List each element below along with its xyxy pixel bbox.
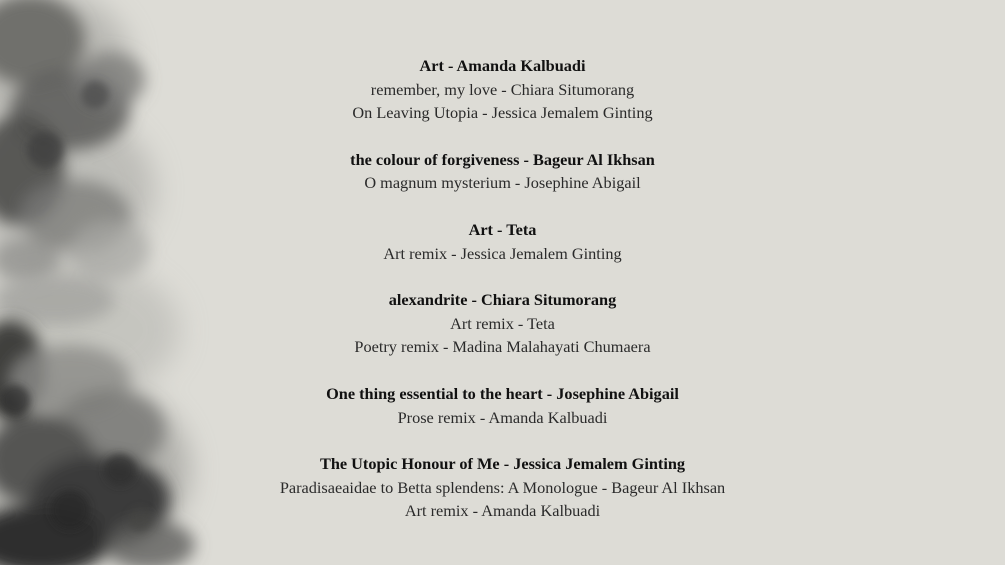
group-title: the colour of forgiveness - Bageur Al Ikhsan xyxy=(350,149,655,169)
group-item: On Leaving Utopia - Jessica Jemalem Ginting xyxy=(352,103,653,123)
credits-list xyxy=(190,54,815,546)
group-title: alexandrite - Chiara Situmorang xyxy=(388,290,617,310)
group-title: Art - Teta xyxy=(468,219,537,239)
credit-group xyxy=(190,218,815,265)
credit-group xyxy=(190,288,815,359)
credit-group xyxy=(190,382,815,429)
credit-group xyxy=(190,148,815,195)
group-item: Paradisaeaidae to Betta splendens: A Monologue - Bageur Al Ikhsan xyxy=(279,477,726,497)
group-item: Art remix - Amanda Kalbuadi xyxy=(404,501,601,521)
group-item: Poetry remix - Madina Malahayati Chumaera xyxy=(354,337,651,357)
group-item: O magnum mysterium - Josephine Abigail xyxy=(364,173,641,193)
group-title: One thing essential to the heart - Josephine Abigail xyxy=(326,383,679,403)
group-item: Art remix - Teta xyxy=(450,313,555,333)
credit-group xyxy=(190,54,815,125)
credit-group xyxy=(190,452,815,523)
group-item: remember, my love - Chiara Situmorang xyxy=(370,79,635,99)
group-title: The Utopic Honour of Me - Jessica Jemalem Ginting xyxy=(319,454,686,474)
group-title: Art - Amanda Kalbuadi xyxy=(419,56,586,75)
group-item: Art remix - Jessica Jemalem Ginting xyxy=(383,243,622,263)
group-item: Prose remix - Amanda Kalbuadi xyxy=(397,407,608,427)
